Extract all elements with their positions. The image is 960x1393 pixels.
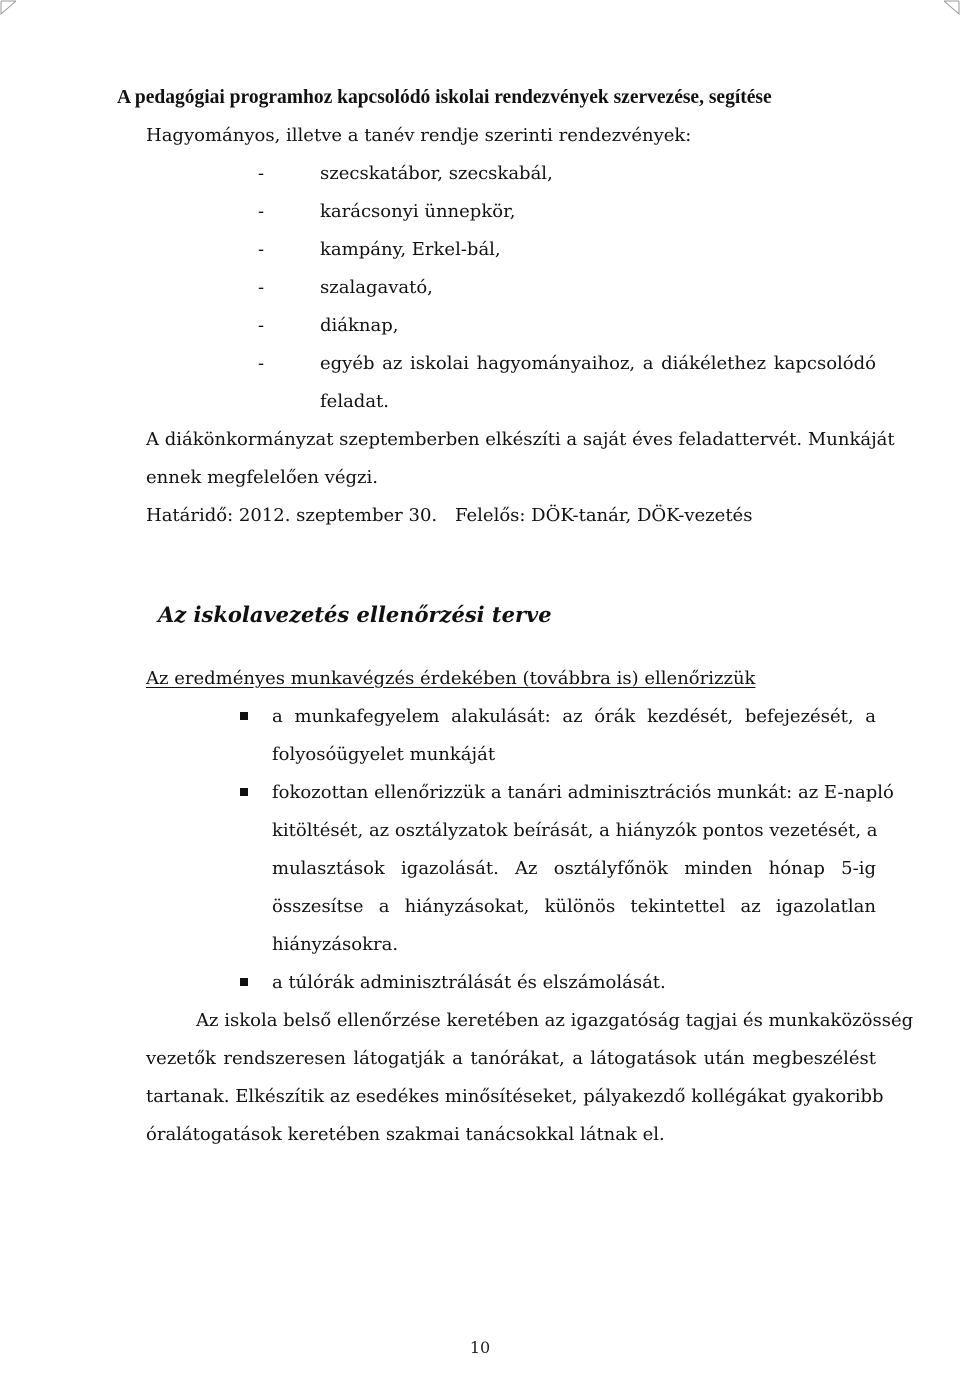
- list-item: karácsonyi ünnepkör,: [320, 201, 516, 222]
- closing-paragraph-line: tartanak. Elkészítik az esedékes minősítéseket, pályakezdő kollégákat gyakoribb: [146, 1086, 884, 1107]
- deadline: Határidő: 2012. szeptember 30.: [146, 505, 438, 526]
- bullet-line: kitöltését, az osztályzatok beírását, a hiányzók pontos vezetését, a: [272, 820, 878, 841]
- section-title: Az iskolavezetés ellenőrzési terve: [158, 602, 552, 627]
- dash-marker: -: [258, 353, 265, 374]
- list-item-continuation: feladat.: [320, 391, 390, 412]
- events-intro: Hagyományos, illetve a tanév rendje szerinti rendezvények:: [146, 125, 692, 146]
- dash-marker: -: [258, 239, 265, 260]
- council-paragraph-line: ennek megfelelően végzi.: [146, 467, 378, 488]
- bullet-line: folyosóügyelet munkáját: [272, 744, 496, 765]
- list-item: egyéb az iskolai hagyományaihoz, a diákélethez kapcsolódó: [320, 353, 876, 374]
- bullet-line: fokozottan ellenőrizzük a tanári adminisztrációs munkát: az E-napló: [272, 782, 894, 803]
- dash-marker: -: [258, 163, 265, 184]
- closing-paragraph-line: Az iskola belső ellenőrzése keretében az igazgatóság tagjai és munkaközösség: [196, 1010, 914, 1031]
- list-item: szecskatábor, szecskabál,: [320, 163, 553, 184]
- page-heading: A pedagógiai programhoz kapcsolódó iskolai rendezvények szervezése, segítése: [117, 87, 772, 108]
- dash-marker: -: [258, 315, 265, 336]
- list-item: szalagavató,: [320, 277, 433, 298]
- dash-marker: -: [258, 201, 265, 222]
- responsible: Felelős: DÖK-tanár, DÖK-vezetés: [455, 505, 753, 526]
- dash-marker: -: [258, 277, 265, 298]
- bullet-line: összesítse a hiányzásokat, különös tekintettel az igazolatlan: [272, 896, 876, 917]
- council-paragraph-line: A diákönkormányzat szeptemberben elkészíti a saját éves feladattervét. Munkáját: [146, 429, 895, 450]
- list-item: diáknap,: [320, 315, 399, 336]
- bullet-line: mulasztások igazolását. Az osztályfőnök minden hónap 5-ig: [272, 858, 876, 879]
- list-item: kampány, Erkel-bál,: [320, 239, 501, 260]
- corner-fold-icon: [942, 0, 960, 16]
- closing-paragraph-line: óralátogatások keretében szakmai tanácsokkal látnak el.: [146, 1124, 665, 1145]
- square-bullet-icon: [240, 788, 248, 796]
- closing-paragraph-line: vezetők rendszeresen látogatják a tanórákat, a látogatások után megbeszélést: [146, 1048, 876, 1069]
- square-bullet-icon: [240, 712, 248, 720]
- bullet-line: hiányzásokra.: [272, 934, 399, 955]
- square-bullet-icon: [240, 978, 248, 986]
- bullet-line: a túlórák adminisztrálását és elszámolását.: [272, 972, 666, 993]
- corner-fold-icon: [0, 0, 18, 16]
- page-number: 10: [469, 1338, 491, 1357]
- control-intro: Az eredményes munkavégzés érdekében (továbbra is) ellenőrizzük: [146, 668, 756, 689]
- bullet-line: a munkafegyelem alakulását: az órák kezdését, befejezését, a: [272, 706, 876, 727]
